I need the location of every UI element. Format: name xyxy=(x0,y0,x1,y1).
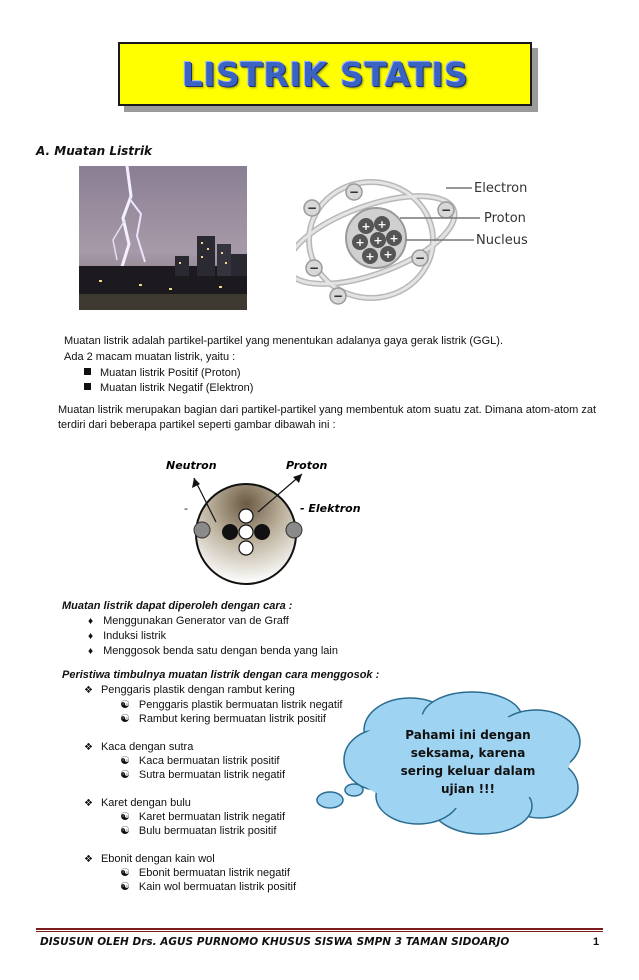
svg-text:−: − xyxy=(440,203,452,217)
list-item: ☯ Rambut kering bermuatan listrik positif xyxy=(120,713,326,725)
lightning-photo xyxy=(79,166,247,310)
svg-text:+: + xyxy=(365,250,375,263)
list-item: ☯ Sutra bermuatan listrik negatif xyxy=(120,769,286,781)
star-bullet-icon: ❖ xyxy=(84,798,93,809)
intro-line-1: Muatan listrik adalah partikel-partikel yang menentukan adalanya gaya gerak listrik (GGL). xyxy=(64,335,503,347)
footer-divider xyxy=(36,928,603,930)
svg-text:+: + xyxy=(377,218,387,231)
square-bullet-icon xyxy=(84,368,91,375)
list-item: ❖ Penggaris plastik dengan rambut kering xyxy=(84,684,295,696)
star-bullet-icon: ❖ xyxy=(84,685,93,696)
page-number: 1 xyxy=(593,936,600,948)
list-item: Muatan listrik Positif (Proton) xyxy=(84,366,241,380)
yin-yang-bullet-icon: ☯ xyxy=(120,867,130,879)
diamond-bullet-icon: ♦ xyxy=(88,646,94,657)
yin-yang-bullet-icon: ☯ xyxy=(120,699,130,711)
svg-text:−: − xyxy=(414,251,426,265)
svg-text:−: − xyxy=(306,201,318,215)
list-item: ❖ Ebonit dengan kain wol xyxy=(84,853,215,865)
list-item: ☯ Penggaris plastik bermuatan listrik negatif xyxy=(120,699,343,711)
diamond-bullet-icon: ♦ xyxy=(88,616,94,627)
svg-text:−: − xyxy=(332,289,344,303)
svg-text:−: − xyxy=(348,185,360,199)
yin-yang-bullet-icon: ☯ xyxy=(120,811,130,823)
svg-text:+: + xyxy=(355,236,365,249)
yin-yang-bullet-icon: ☯ xyxy=(120,825,130,837)
svg-text:−: − xyxy=(308,261,320,275)
list-item: ♦ Induksi listrik xyxy=(88,630,167,642)
neutron-label: Neutron xyxy=(166,459,217,472)
diamond-bullet-icon: ♦ xyxy=(88,631,94,642)
minus-label: - xyxy=(184,502,188,515)
svg-text:+: + xyxy=(383,248,393,261)
footer-text: DISUSUN OLEH Drs. AGUS PURNOMO KHUSUS SISWA SMPN 3 TAMAN SIDOARJO xyxy=(40,936,510,948)
cara-heading: Muatan listrik dapat diperoleh dengan cara : xyxy=(62,600,293,612)
intro-line-2: Ada 2 macam muatan listrik, yaitu : xyxy=(64,351,236,363)
svg-text:+: + xyxy=(361,220,371,233)
list-item: ♦ Menggosok benda satu dengan benda yang lain xyxy=(88,645,338,657)
electron-label: Electron xyxy=(474,181,528,196)
list-item: ❖ Karet dengan bulu xyxy=(84,797,191,809)
cloud-callout-text: Pahami ini dengan seksama, karena sering keluar dalam ujian !!! xyxy=(400,728,536,796)
svg-text:+: + xyxy=(389,232,399,245)
peristiwa-heading: Peristiwa timbulnya muatan listrik dengan cara menggosok : xyxy=(62,669,380,681)
list-item: ☯ Ebonit bermuatan listrik negatif xyxy=(120,867,290,879)
list-item: ☯ Bulu bermuatan listrik positif xyxy=(120,825,277,837)
square-bullet-icon xyxy=(84,383,91,390)
list-item: ♦ Menggunakan Generator van de Graff xyxy=(88,615,289,627)
title-banner xyxy=(118,42,532,106)
proton-label: Proton xyxy=(286,459,328,472)
atom-model-photo xyxy=(296,168,528,310)
atom-paragraph: Muatan listrik merupakan bagian dari partikel-partikel yang membentuk atom suatu zat. Dimana atom-atom zat terdiri dari beberapa partikel seperti gambar dibawah ini : xyxy=(58,404,597,431)
nucleus-label: Nucleus xyxy=(476,233,528,248)
list-item: Muatan listrik Negatif (Elektron) xyxy=(84,381,253,395)
section-heading: A. Muatan Listrik xyxy=(36,144,153,158)
page-title: LISTRIK STATIS xyxy=(181,54,469,94)
footer-divider xyxy=(36,931,603,932)
yin-yang-bullet-icon: ☯ xyxy=(120,769,130,781)
proton-label: Proton xyxy=(484,211,526,226)
star-bullet-icon: ❖ xyxy=(84,742,93,753)
yin-yang-bullet-icon: ☯ xyxy=(120,755,130,767)
elektron-label: - Elektron xyxy=(300,502,361,515)
star-bullet-icon: ❖ xyxy=(84,854,93,865)
list-item: ☯ Kain wol bermuatan listrik positif xyxy=(120,881,296,893)
yin-yang-bullet-icon: ☯ xyxy=(120,881,130,893)
atom-diagram xyxy=(150,448,380,588)
list-item: ❖ Kaca dengan sutra xyxy=(84,741,194,753)
yin-yang-bullet-icon: ☯ xyxy=(120,713,130,725)
list-item: ☯ Kaca bermuatan listrik positif xyxy=(120,755,280,767)
list-item: ☯ Karet bermuatan listrik negatif xyxy=(120,811,286,823)
svg-text:+: + xyxy=(373,234,383,247)
